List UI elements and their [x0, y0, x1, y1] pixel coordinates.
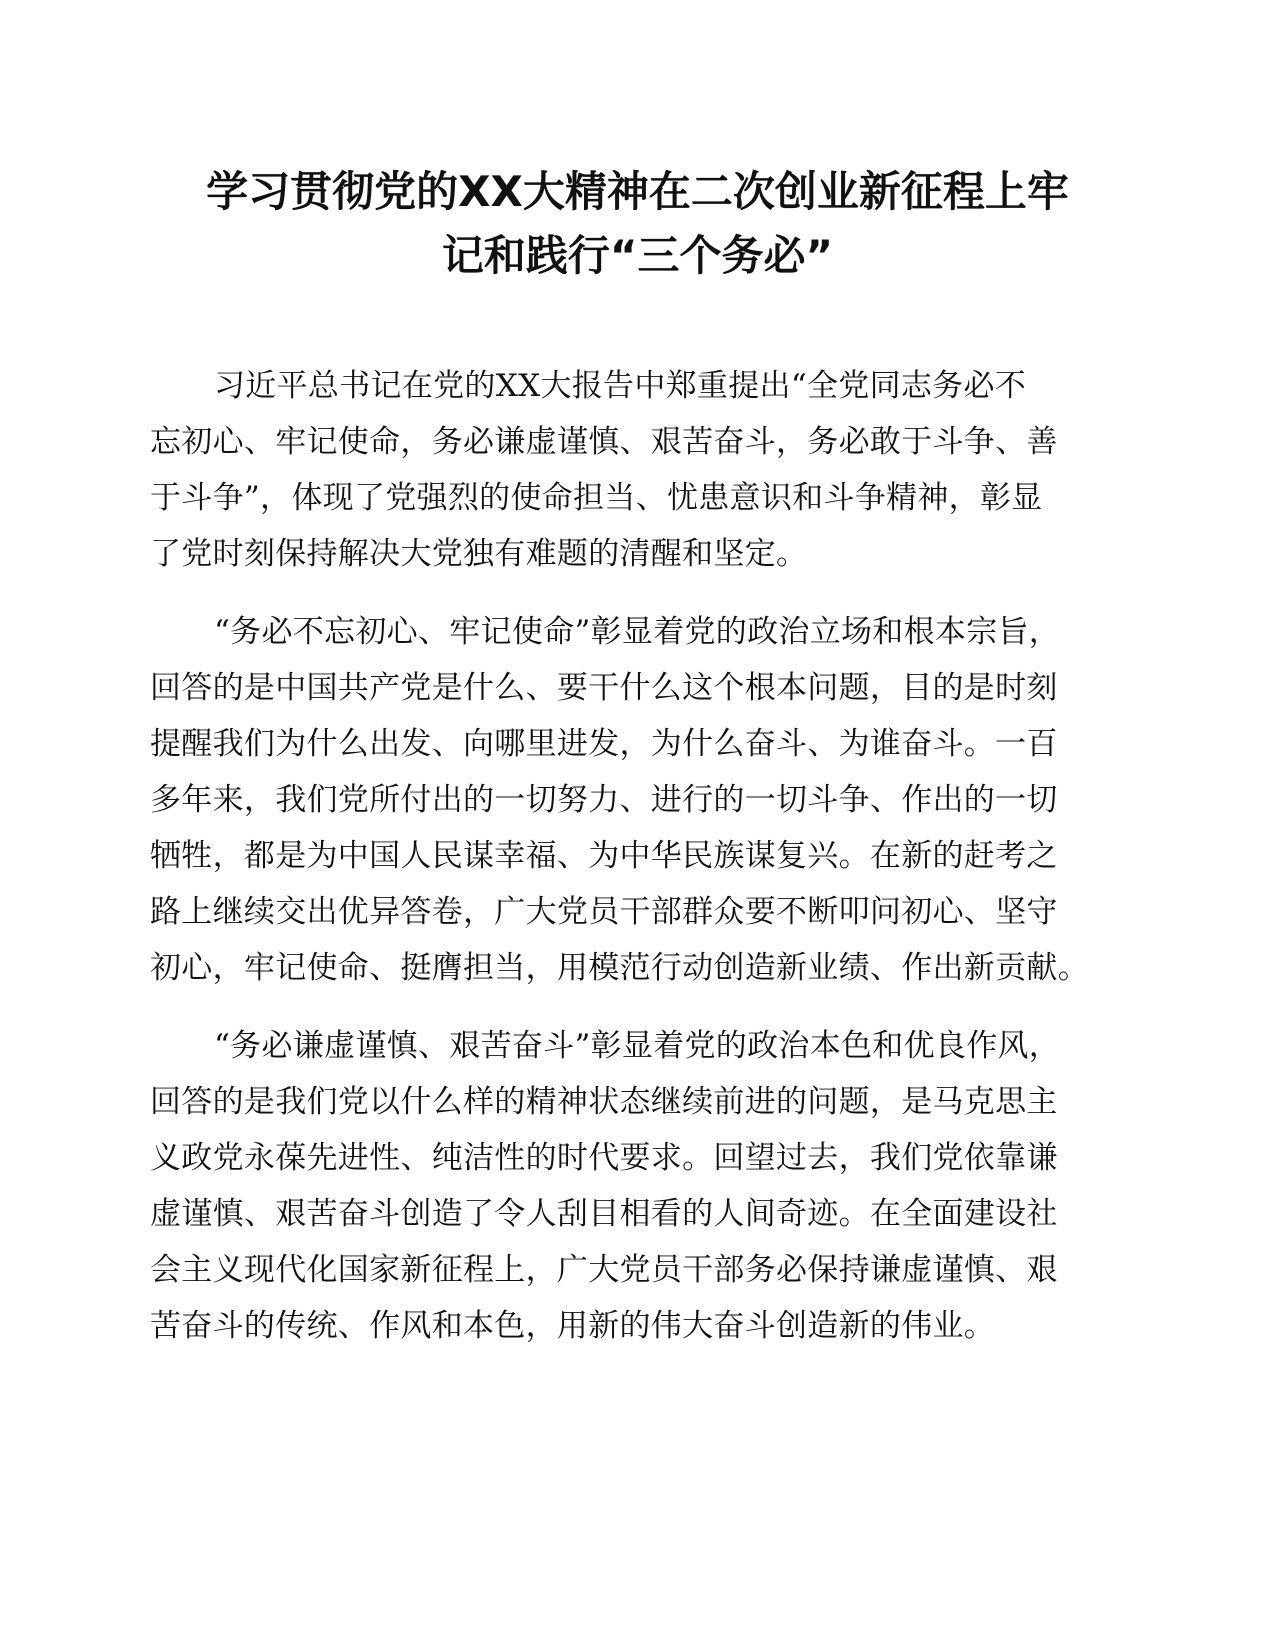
paragraph-line: 忘初心、牢记使命，务必谦虚谨慎、艰苦奋斗，务必敢于斗争、善 [150, 424, 1058, 460]
paragraph-line: 虚谨慎、艰苦奋斗创造了令人刮目相看的人间奇迹。在全面建设社 [150, 1196, 1058, 1232]
document-body [150, 358, 1135, 1376]
paragraph-line: 了党时刻保持解决大党独有难题的清醒和坚定。 [150, 536, 808, 572]
document-title [140, 160, 1135, 288]
title-line-2: 记和践行“三个务必” [441, 231, 834, 280]
paragraph-line: 于斗争”，体现了党强烈的使命担当、忧患意识和斗争精神，彰显 [150, 480, 1043, 516]
paragraph-line: 苦奋斗的传统、作风和本色，用新的伟大奋斗创造新的伟业。 [150, 1308, 996, 1344]
paragraph-line: 提醒我们为什么出发、向哪里进发，为什么奋斗、为谁奋斗。一百 [150, 726, 1058, 762]
paragraph-line: 路上继续交出优异答卷，广大党员干部群众要不断叩问初心、坚守 [150, 894, 1058, 930]
paragraph-line: “务必谦虚谨慎、艰苦奋斗”彰显着党的政治本色和优良作风， [214, 1028, 1061, 1064]
paragraph-line: 牺牲，都是为中国人民谋幸福、为中华民族谋复兴。在新的赶考之 [150, 838, 1058, 874]
paragraph-line: 习近平总书记在党的XX大报告中郑重提出“全党同志务必不 [214, 368, 1027, 404]
paragraph-line: 义政党永葆先进性、纯洁性的时代要求。回望过去，我们党依靠谦 [150, 1140, 1058, 1176]
paragraph-line: 回答的是我们党以什么样的精神状态继续前进的问题，是马克思主 [150, 1084, 1058, 1120]
paragraph-2 [150, 604, 1135, 996]
paragraph-line: 多年来，我们党所付出的一切努力、进行的一切斗争、作出的一切 [150, 782, 1058, 818]
paragraph-line: “务必不忘初心、牢记使命”彰显着党的政治立场和根本宗旨， [214, 614, 1061, 650]
paragraph-line: 回答的是中国共产党是什么、要干什么这个根本问题，目的是时刻 [150, 670, 1058, 706]
paragraph-3 [150, 1018, 1135, 1354]
title-line-1: 学习贯彻党的XX大精神在二次创业新征程上牢 [206, 167, 1069, 216]
paragraph-line: 初心，牢记使命、挺膺担当，用模范行动创造新业绩、作出新贡献。 [150, 950, 1089, 986]
paragraph-1 [150, 358, 1135, 582]
paragraph-line: 会主义现代化国家新征程上，广大党员干部务必保持谦虚谨慎、艰 [150, 1252, 1058, 1288]
